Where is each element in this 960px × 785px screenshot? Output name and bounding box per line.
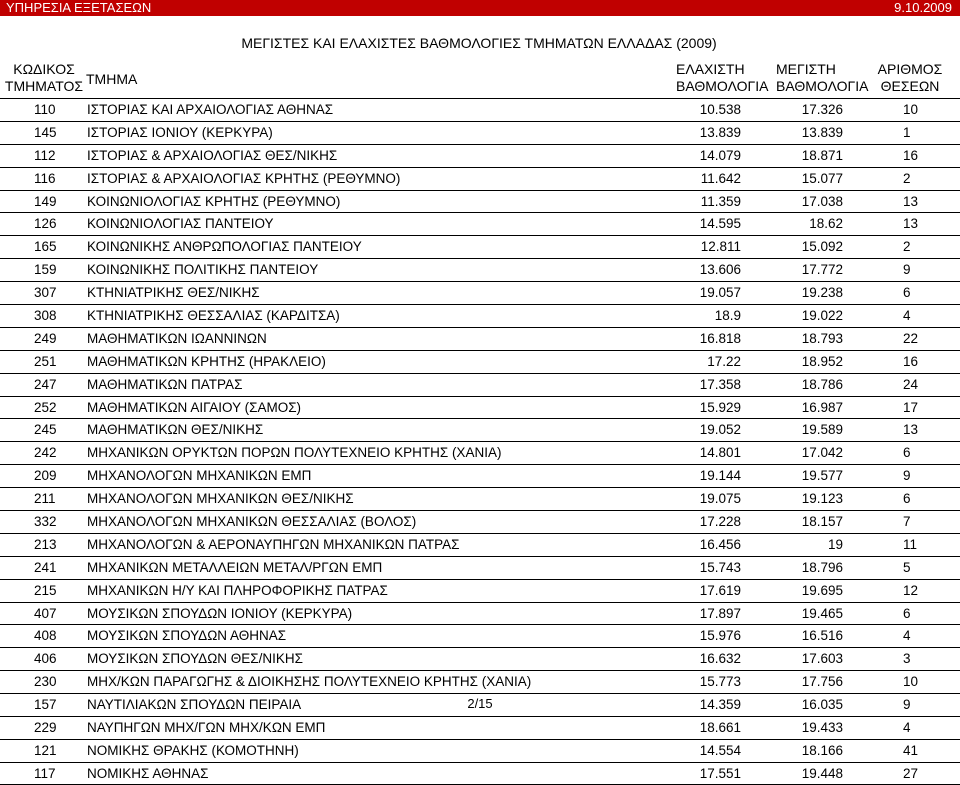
row-department: ΚΟΙΝΩΝΙΚΗΣ ΑΝΘΡΩΠΟΛΟΓΙΑΣ ΠΑΝΤΕΙΟΥ	[87, 239, 362, 255]
row-max-score: 13.839	[801, 124, 843, 140]
header-max-line2: ΒΑΘΜΟΛΟΓΙΑ	[776, 78, 869, 94]
row-department: ΝΟΜΙΚΗΣ ΑΘΗΝΑΣ	[87, 765, 209, 781]
header-max-line1: ΜΕΓΙΣΤΗ	[776, 61, 836, 77]
row-department: ΝΑΥΠΗΓΩΝ ΜΗΧ/ΓΩΝ ΜΗΧ/ΚΩΝ ΕΜΠ	[87, 720, 326, 736]
table-row	[0, 716, 960, 739]
table-row	[0, 418, 960, 441]
row-department: ΜΗΧΑΝΟΛΟΓΩΝ & ΑΕΡΟΝΑΥΠΗΓΩΝ ΜΗΧΑΝΙΚΩΝ ΠΑΤΡΑΣ	[87, 536, 460, 552]
table-row	[0, 167, 960, 190]
row-department: ΝΑΥΤΙΛΙΑΚΩΝ ΣΠΟΥΔΩΝ ΠΕΙΡΑΙΑ	[87, 697, 302, 713]
row-department: ΜΗΧΑΝΙΚΩΝ Η/Υ ΚΑΙ ΠΛΗΡΟΦΟΡΙΚΗΣ ΠΑΤΡΑΣ	[87, 582, 388, 598]
row-max-score: 18.871	[801, 147, 843, 163]
row-seats: 13	[903, 216, 919, 232]
row-code: 112	[34, 147, 56, 163]
row-min-score: 15.773	[699, 674, 741, 690]
page-title	[0, 34, 960, 52]
row-code: 213	[34, 536, 57, 552]
row-department: ΜΑΘΗΜΑΤΙΚΩΝ ΠΑΤΡΑΣ	[87, 376, 243, 392]
row-seats: 13	[903, 422, 919, 438]
row-max-score: 19.695	[801, 582, 843, 598]
row-code: 406	[34, 651, 57, 667]
row-min-score: 14.079	[699, 147, 741, 163]
table-row	[0, 670, 960, 693]
table-header	[0, 60, 960, 98]
table-row	[0, 258, 960, 281]
table-row	[0, 533, 960, 556]
row-min-score: 19.057	[699, 285, 741, 301]
row-seats: 9	[903, 262, 911, 278]
row-department: ΙΣΤΟΡΙΑΣ & ΑΡΧΑΙΟΛΟΓΙΑΣ ΚΡΗΤΗΣ (ΡΕΘΥΜΝΟ)	[87, 170, 401, 186]
row-max-score: 17.326	[801, 102, 843, 117]
row-seats: 11	[903, 536, 918, 552]
row-min-score: 19.052	[699, 422, 741, 438]
row-department: ΚΤΗΝΙΑΤΡΙΚΗΣ ΘΕΣ/ΝΙΚΗΣ	[87, 285, 260, 301]
row-min-score: 17.358	[699, 376, 741, 392]
row-min-score: 16.456	[699, 536, 741, 552]
row-department: ΙΣΤΟΡΙΑΣ ΙΟΝΙΟΥ (ΚΕΡΚΥΡΑ)	[87, 124, 273, 140]
row-code: 126	[34, 216, 57, 232]
row-min-score: 17.22	[707, 353, 741, 369]
table-row	[0, 441, 960, 464]
row-seats: 41	[903, 742, 919, 758]
row-seats: 6	[903, 285, 911, 301]
row-department: ΜΗΧΑΝΙΚΩΝ ΟΡΥΚΤΩΝ ΠΟΡΩΝ ΠΟΛΥΤΕΧΝΕΙΟ ΚΡΗΤΗΣ (ΧΑΝΙΑ)	[87, 445, 502, 461]
row-code: 249	[34, 330, 57, 346]
row-max-score: 17.038	[801, 193, 843, 209]
row-max-score: 19	[827, 536, 843, 552]
table-row	[0, 281, 960, 304]
row-max-score: 19.448	[801, 765, 843, 781]
row-code: 110	[34, 102, 56, 117]
row-code: 117	[34, 765, 56, 781]
table-row	[0, 235, 960, 258]
table-row	[0, 739, 960, 762]
row-seats: 6	[903, 605, 911, 621]
row-department: ΙΣΤΟΡΙΑΣ ΚΑΙ ΑΡΧΑΙΟΛΟΓΙΑΣ ΑΘΗΝΑΣ	[87, 102, 334, 117]
row-seats: 2	[903, 239, 911, 255]
row-min-score: 15.929	[699, 399, 741, 415]
page-title-text: ΜΕΓΙΣΤΕΣ ΚΑΙ ΕΛΑΧΙΣΤΕΣ ΒΑΘΜΟΛΟΓΙΕΣ ΤΜΗΜΑΤΩΝ ΕΛΛΑΔΑΣ (2009)	[241, 35, 717, 51]
row-max-score: 17.772	[801, 262, 843, 278]
row-code: 145	[34, 124, 57, 140]
row-max-score: 17.756	[801, 674, 843, 690]
row-seats: 17	[903, 399, 919, 415]
row-max-score: 18.786	[801, 376, 843, 392]
row-seats: 9	[903, 468, 911, 484]
row-seats: 13	[903, 193, 919, 209]
header-code	[0, 61, 88, 95]
row-code: 247	[34, 376, 57, 392]
row-max-score: 18.796	[801, 559, 843, 575]
row-department: ΙΣΤΟΡΙΑΣ & ΑΡΧΑΙΟΛΟΓΙΑΣ ΘΕΣ/ΝΙΚΗΣ	[87, 147, 338, 163]
header-code-line1: ΚΩΔΙΚΟΣ	[13, 61, 75, 77]
row-min-score: 19.075	[699, 491, 741, 507]
row-code: 165	[34, 239, 57, 255]
row-min-score: 14.359	[699, 697, 741, 713]
row-department: ΜΑΘΗΜΑΤΙΚΩΝ ΘΕΣ/ΝΙΚΗΣ	[87, 422, 264, 438]
row-code: 242	[34, 445, 57, 461]
office-name: ΥΠΗΡΕΣΙΑ ΕΞΕΤΑΣΕΩΝ	[6, 0, 152, 15]
row-department: ΜΑΘΗΜΑΤΙΚΩΝ ΙΩΑΝΝΙΝΩΝ	[87, 330, 267, 346]
row-department: ΚΟΙΝΩΝΙΚΗΣ ΠΟΛΙΤΙΚΗΣ ΠΑΝΤΕΙΟΥ	[87, 262, 319, 278]
row-code: 241	[34, 559, 57, 575]
row-seats: 7	[903, 514, 911, 530]
row-min-score: 18.661	[699, 720, 741, 736]
header-department: ΤΜΗΜΑ	[86, 71, 138, 87]
row-code: 116	[34, 170, 56, 186]
table-row	[0, 144, 960, 167]
table-row	[0, 121, 960, 144]
row-department: ΜΗΧΑΝΟΛΟΓΩΝ ΜΗΧΑΝΙΚΩΝ ΘΕΣ/ΝΙΚΗΣ	[87, 491, 354, 507]
row-max-score: 18.157	[801, 514, 843, 530]
row-min-score: 16.818	[699, 330, 741, 346]
header-max-score	[776, 61, 868, 95]
row-min-score: 10.538	[699, 102, 741, 117]
row-code: 251	[34, 353, 57, 369]
header-seats-line1: ΑΡΙΘΜΟΣ	[877, 61, 943, 77]
row-seats: 22	[903, 330, 919, 346]
row-code: 229	[34, 720, 57, 736]
table-row	[0, 487, 960, 510]
row-max-score: 16.987	[801, 399, 843, 415]
table-row	[0, 190, 960, 213]
row-seats: 16	[903, 353, 919, 369]
row-code: 252	[34, 399, 57, 415]
row-min-score: 13.606	[699, 262, 741, 278]
page-footer	[0, 696, 960, 712]
header-seats	[870, 61, 950, 95]
header-min-line1: ΕΛΑΧΙΣΤΗ	[676, 61, 745, 77]
row-min-score: 18.9	[714, 308, 741, 324]
row-seats: 2	[903, 170, 911, 186]
row-min-score: 12.811	[700, 239, 741, 255]
table-row	[0, 396, 960, 419]
row-max-score: 15.092	[801, 239, 843, 255]
row-seats: 4	[903, 720, 911, 736]
row-min-score: 17.551	[699, 765, 741, 781]
row-min-score: 17.897	[699, 605, 741, 621]
row-max-score: 19.577	[801, 468, 843, 484]
table-row	[0, 304, 960, 327]
row-department: ΜΑΘΗΜΑΤΙΚΩΝ ΑΙΓΑΙΟΥ (ΣΑΜΟΣ)	[87, 399, 302, 415]
row-max-score: 19.238	[801, 285, 843, 301]
row-department: ΜΗΧΑΝΙΚΩΝ ΜΕΤΑΛΛΕΙΩΝ ΜΕΤΑΛ/ΡΓΩΝ ΕΜΠ	[87, 559, 383, 575]
row-seats: 9	[903, 697, 911, 713]
table-row	[0, 762, 960, 785]
row-seats: 5	[903, 559, 911, 575]
table-row	[0, 212, 960, 235]
table-row	[0, 373, 960, 396]
row-code: 215	[34, 582, 57, 598]
header-min-score	[676, 61, 768, 95]
row-min-score: 16.632	[699, 651, 741, 667]
row-min-score: 14.595	[699, 216, 741, 232]
row-department: ΚΟΙΝΩΝΙΟΛΟΓΙΑΣ ΠΑΝΤΕΙΟΥ	[87, 216, 274, 232]
table-row	[0, 624, 960, 647]
row-min-score: 15.743	[699, 559, 741, 575]
header-code-line2: ΤΜΗΜΑΤΟΣ	[4, 78, 84, 94]
row-seats: 4	[903, 628, 911, 644]
page-number: 2/15	[467, 696, 493, 711]
document-date: 9.10.2009	[894, 0, 952, 15]
row-department: ΝΟΜΙΚΗΣ ΘΡΑΚΗΣ (ΚΟΜΟΤΗΝΗ)	[87, 742, 299, 758]
row-min-score: 11.642	[700, 170, 741, 186]
row-seats: 6	[903, 491, 911, 507]
row-max-score: 18.166	[801, 742, 843, 758]
row-seats: 3	[903, 651, 911, 667]
row-code: 407	[34, 605, 57, 621]
row-max-score: 16.516	[801, 628, 843, 644]
row-code: 332	[34, 514, 57, 530]
row-department: ΜΗΧ/ΚΩΝ ΠΑΡΑΓΩΓΗΣ & ΔΙΟΙΚΗΣΗΣ ΠΟΛΥΤΕΧΝΕΙΟ ΚΡΗΤΗΣ (ΧΑΝΙΑ)	[87, 674, 532, 690]
table-row	[0, 350, 960, 373]
row-seats: 10	[903, 674, 919, 690]
row-code: 230	[34, 674, 57, 690]
row-max-score: 19.123	[801, 491, 843, 507]
row-max-score: 17.042	[801, 445, 843, 461]
row-min-score: 17.619	[699, 582, 741, 598]
row-department: ΜΟΥΣΙΚΩΝ ΣΠΟΥΔΩΝ ΘΕΣ/ΝΙΚΗΣ	[87, 651, 303, 667]
table-row	[0, 579, 960, 602]
row-max-score: 18.952	[801, 353, 843, 369]
row-seats: 16	[903, 147, 919, 163]
top-banner	[0, 0, 960, 16]
table-row	[0, 327, 960, 350]
row-code: 308	[34, 308, 57, 324]
row-seats: 4	[903, 308, 911, 324]
row-seats: 6	[903, 445, 911, 461]
row-max-score: 15.077	[801, 170, 843, 186]
table-row	[0, 556, 960, 579]
row-max-score: 18.793	[801, 330, 843, 346]
row-department: ΜΑΘΗΜΑΤΙΚΩΝ ΚΡΗΤΗΣ (ΗΡΑΚΛΕΙΟ)	[87, 353, 326, 369]
row-max-score: 16.035	[801, 697, 843, 713]
row-seats: 27	[903, 765, 919, 781]
row-max-score: 18.62	[809, 216, 843, 232]
results-table	[0, 98, 960, 785]
row-min-score: 17.228	[699, 514, 741, 530]
row-max-score: 17.603	[801, 651, 843, 667]
row-min-score: 14.801	[699, 445, 741, 461]
row-department: ΜΟΥΣΙΚΩΝ ΣΠΟΥΔΩΝ ΙΟΝΙΟΥ (ΚΕΡΚΥΡΑ)	[87, 605, 353, 621]
table-row	[0, 464, 960, 487]
row-department: ΚΤΗΝΙΑΤΡΙΚΗΣ ΘΕΣΣΑΛΙΑΣ (ΚΑΡΔΙΤΣΑ)	[87, 308, 340, 324]
row-min-score: 19.144	[699, 468, 741, 484]
row-department: ΜΗΧΑΝΟΛΟΓΩΝ ΜΗΧΑΝΙΚΩΝ ΘΕΣΣΑΛΙΑΣ (ΒΟΛΟΣ)	[87, 514, 417, 530]
row-seats: 12	[903, 582, 919, 598]
row-department: ΚΟΙΝΩΝΙΟΛΟΓΙΑΣ ΚΡΗΤΗΣ (ΡΕΘΥΜΝΟ)	[87, 193, 341, 209]
row-seats: 24	[903, 376, 919, 392]
row-code: 149	[34, 193, 57, 209]
row-department: ΜΟΥΣΙΚΩΝ ΣΠΟΥΔΩΝ ΑΘΗΝΑΣ	[87, 628, 287, 644]
row-department: ΜΗΧΑΝΟΛΟΓΩΝ ΜΗΧΑΝΙΚΩΝ ΕΜΠ	[87, 468, 312, 484]
row-max-score: 19.433	[801, 720, 843, 736]
row-seats: 1	[903, 124, 911, 140]
header-min-line2: ΒΑΘΜΟΛΟΓΙΑ	[676, 78, 769, 94]
row-seats: 10	[903, 102, 919, 117]
row-min-score: 13.839	[699, 124, 741, 140]
table-row	[0, 510, 960, 533]
row-code: 245	[34, 422, 57, 438]
row-code: 209	[34, 468, 57, 484]
table-row	[0, 98, 960, 121]
row-min-score: 11.359	[700, 193, 741, 209]
row-code: 307	[34, 285, 57, 301]
row-max-score: 19.022	[801, 308, 843, 324]
row-code: 408	[34, 628, 57, 644]
row-code: 159	[34, 262, 57, 278]
row-code: 121	[34, 742, 57, 758]
table-row	[0, 602, 960, 625]
row-max-score: 19.465	[801, 605, 843, 621]
row-code: 211	[34, 491, 56, 507]
header-seats-line2: ΘΕΣΕΩΝ	[880, 78, 940, 94]
row-code: 157	[34, 697, 57, 713]
table-row	[0, 647, 960, 670]
row-min-score: 14.554	[699, 742, 741, 758]
row-max-score: 19.589	[801, 422, 843, 438]
row-min-score: 15.976	[699, 628, 741, 644]
